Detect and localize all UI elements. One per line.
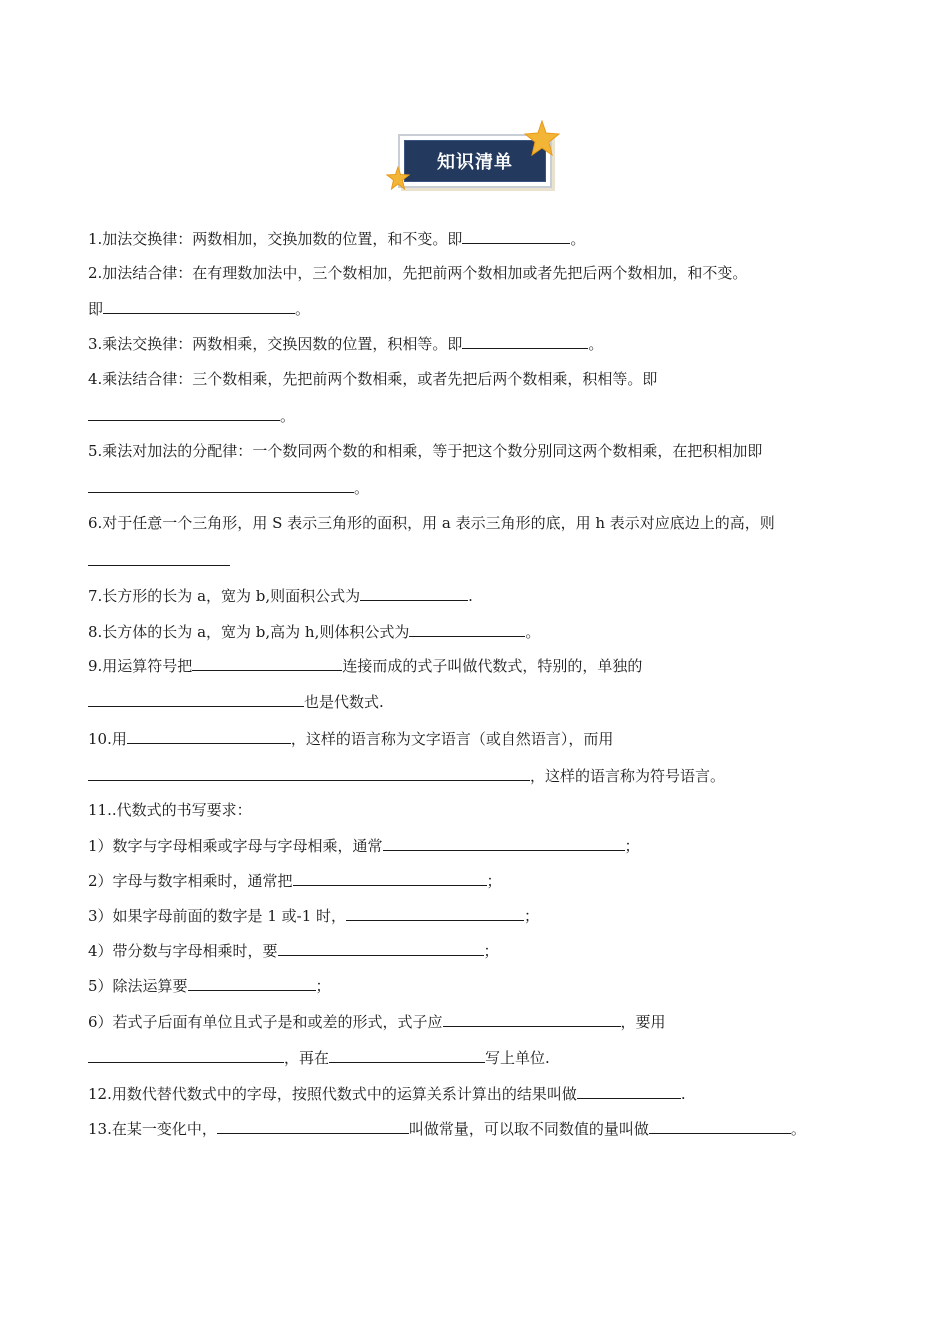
knowledge-item	[88, 1118, 806, 1139]
knowledge-item	[88, 655, 642, 676]
knowledge-item	[88, 263, 747, 283]
item-text: ，这样的语言称为符号语言。	[530, 767, 726, 785]
item-text: ；	[315, 977, 331, 995]
item-text: 叫做常量，可以取不同数值的量叫做	[408, 1120, 649, 1138]
fill-blank[interactable]	[383, 835, 625, 851]
fill-blank[interactable]	[443, 1011, 621, 1027]
item-text: 3.乘法交换律：两数相乘，交换因数的位置，积相等。即	[88, 335, 463, 353]
item-text: 1.加法交换律：两数相加，交换加数的位置，和不变。即	[88, 230, 463, 248]
item-text: 5.乘法对加法的分配律：一个数同两个数的和相乘，等于把这个数分别同这两个数相乘，在把积相加即	[88, 442, 763, 460]
item-text: 。	[570, 230, 586, 248]
item-text: 。	[790, 1120, 806, 1138]
fill-blank[interactable]	[462, 333, 588, 349]
item-text: 。	[525, 623, 541, 641]
fill-blank[interactable]	[329, 1047, 485, 1063]
knowledge-item	[88, 333, 603, 354]
item-text: ；	[524, 907, 540, 925]
fill-blank[interactable]	[88, 1047, 284, 1063]
item-text: 4）带分数与字母相乘时，要	[88, 942, 278, 960]
item-text: .	[680, 1085, 686, 1103]
knowledge-subitem	[88, 940, 499, 961]
knowledge-subitem	[88, 975, 331, 996]
fill-blank[interactable]	[577, 1083, 681, 1099]
fill-blank[interactable]	[360, 585, 468, 601]
item-text: ，这样的语言称为文字语言（或自然语言），而用	[290, 730, 614, 748]
item-text: 也是代数式.	[304, 693, 384, 711]
knowledge-subitem	[88, 905, 539, 926]
item-text: ；	[486, 872, 502, 890]
knowledge-item	[88, 405, 295, 426]
item-text: 7.长方形的长为 a，宽为 b,则面积公式为	[88, 587, 361, 605]
fill-blank[interactable]	[278, 940, 484, 956]
item-text: 。	[280, 407, 296, 425]
item-text: 连接而成的式子叫做代数式，特别的，单独的	[342, 657, 643, 675]
knowledge-item	[88, 369, 657, 389]
item-text: 9.用运算符号把	[88, 657, 193, 675]
page-title: 知识清单	[437, 152, 513, 173]
item-text: 4.乘法结合律：三个数相乘，先把前两个数相乘，或者先把后两个数相乘，积相等。即	[88, 370, 658, 388]
item-text: 2）字母与数字相乘时，通常把	[88, 872, 293, 890]
item-text: .	[468, 587, 473, 605]
fill-blank[interactable]	[127, 728, 291, 744]
item-text: 10.用	[88, 730, 127, 748]
knowledge-item	[88, 298, 310, 319]
fill-blank[interactable]	[88, 765, 530, 781]
fill-blank[interactable]	[88, 691, 304, 707]
fill-blank[interactable]	[649, 1118, 791, 1134]
knowledge-item	[88, 800, 252, 820]
knowledge-subitem	[88, 1047, 550, 1068]
item-text: 8.长方体的长为 a，宽为 b,高为 h,则体积公式为	[88, 623, 410, 641]
fill-blank[interactable]	[346, 905, 524, 921]
item-text: ；	[483, 942, 499, 960]
fill-blank[interactable]	[462, 228, 570, 244]
item-text: 13.在某一变化中，	[88, 1120, 217, 1138]
item-text: 5）除法运算要	[88, 977, 188, 995]
fill-blank[interactable]	[409, 621, 525, 637]
section-title-banner	[388, 122, 568, 194]
knowledge-item	[88, 550, 230, 571]
item-text: 1）数字与字母相乘或字母与字母相乘，通常	[88, 837, 383, 855]
knowledge-item	[88, 1083, 686, 1104]
knowledge-subitem	[88, 870, 502, 891]
knowledge-item	[88, 691, 384, 712]
fill-blank[interactable]	[88, 477, 354, 493]
knowledge-item	[88, 621, 540, 642]
star-icon	[386, 166, 410, 190]
fill-blank[interactable]	[293, 870, 487, 886]
item-text: 6.对于任意一个三角形，用 S 表示三角形的面积，用 a 表示三角形的底，用 h 表示对应底边上的高，则	[88, 514, 775, 532]
knowledge-subitem	[88, 1011, 666, 1032]
item-text: 11..代数式的书写要求：	[88, 801, 252, 819]
item-text: ，要用	[620, 1013, 666, 1031]
item-text: 6）若式子后面有单位且式子是和或差的形式，式子应	[88, 1013, 443, 1031]
item-text: 。	[588, 335, 604, 353]
item-text: ；	[624, 837, 640, 855]
fill-blank[interactable]	[88, 550, 230, 566]
item-text: 3）如果字母前面的数字是 1 或-1 时，	[88, 907, 347, 925]
knowledge-item	[88, 765, 725, 786]
fill-blank[interactable]	[192, 655, 342, 671]
knowledge-item	[88, 477, 369, 498]
knowledge-item	[88, 513, 775, 533]
item-text: ，再在	[284, 1049, 330, 1067]
knowledge-subitem	[88, 835, 640, 856]
fill-blank[interactable]	[217, 1118, 409, 1134]
item-text: 2.加法结合律：在有理数加法中，三个数相加，先把前两个数相加或者先把后两个数相加，和不变。	[88, 264, 748, 282]
knowledge-item	[88, 728, 613, 749]
fill-blank[interactable]	[188, 975, 316, 991]
fill-blank[interactable]	[88, 405, 280, 421]
item-text: 写上单位.	[485, 1049, 550, 1067]
item-text: 12.用数代替代数式中的字母，按照代数式中的运算关系计算出的结果叫做	[88, 1085, 577, 1103]
fill-blank[interactable]	[103, 298, 295, 314]
knowledge-item	[88, 441, 762, 461]
item-text: 。	[354, 479, 370, 497]
star-icon	[524, 120, 560, 156]
item-text: 即	[88, 300, 104, 318]
knowledge-item	[88, 228, 585, 249]
item-text: 。	[295, 300, 311, 318]
knowledge-item	[88, 585, 473, 606]
